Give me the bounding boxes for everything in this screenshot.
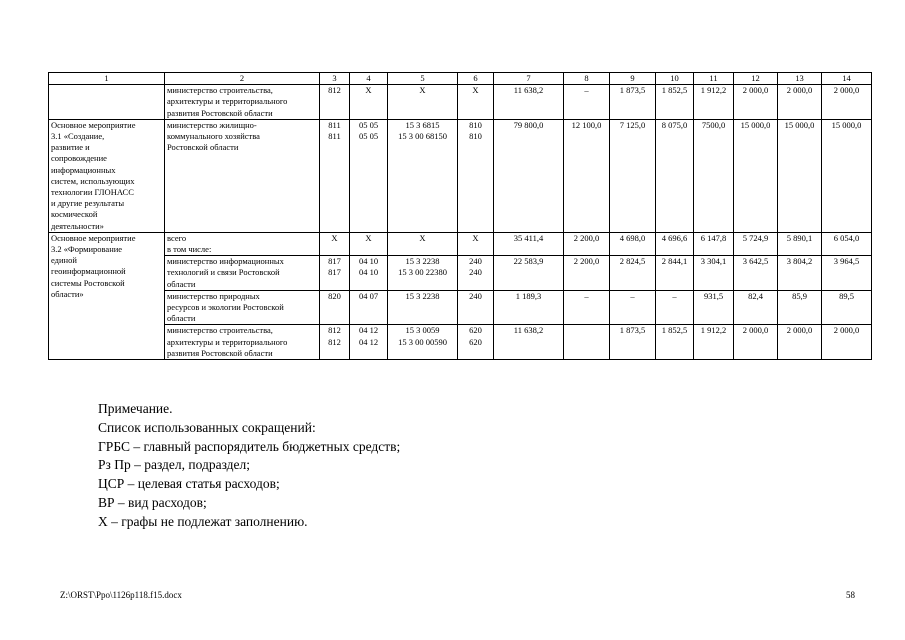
note-line: ВР – вид расходов; [98, 494, 207, 510]
value-cell: 2 000,0 [822, 325, 872, 360]
value-cell: 12 100,0 [564, 119, 610, 232]
value-cell: 3 804,2 [778, 256, 822, 291]
value-cell: 2 000,0 [734, 85, 778, 120]
budget-table [48, 72, 872, 360]
column-number: 3 [320, 73, 350, 85]
value-cell: 3 964,5 [822, 256, 872, 291]
value-cell: – [564, 290, 610, 325]
value-cell: 35 411,4 [494, 232, 564, 255]
csr-cell: 15 3 0059 15 3 00 00590 [388, 325, 458, 360]
abbreviations-note [98, 400, 400, 532]
note-title: Примечание. [98, 401, 173, 416]
value-cell: 2 200,0 [564, 232, 610, 255]
vr-cell: Х [458, 85, 494, 120]
value-cell: – [610, 290, 656, 325]
vr-cell: Х [458, 232, 494, 255]
value-cell: 5 724,9 [734, 232, 778, 255]
column-number: 7 [494, 73, 564, 85]
value-cell: 2 000,0 [778, 85, 822, 120]
value-cell: 1 873,5 [610, 325, 656, 360]
rzpr-cell: 04 10 04 10 [350, 256, 388, 291]
column-number: 5 [388, 73, 458, 85]
note-line: Х – графы не подлежат заполнению. [98, 513, 308, 529]
table-row [49, 119, 872, 232]
value-cell: 2 000,0 [822, 85, 872, 120]
note-line: ЦСР – целевая статья расходов; [98, 476, 280, 492]
column-number: 13 [778, 73, 822, 85]
vr-cell: 240 240 [458, 256, 494, 291]
note-line: Список использованных сокращений: [98, 419, 316, 435]
column-number: 9 [610, 73, 656, 85]
value-cell: 6 054,0 [822, 232, 872, 255]
column-number: 11 [694, 73, 734, 85]
grbs-cell: министерство строительства, архитектуры и территориального развития Ростовской области [165, 85, 320, 120]
value-cell: 4 698,0 [610, 232, 656, 255]
table-header-row [49, 73, 872, 85]
csr-cell: 15 3 6815 15 3 00 68150 [388, 119, 458, 232]
table-row [49, 290, 872, 325]
column-number: 12 [734, 73, 778, 85]
grbs-cell: всего в том числе: [165, 232, 320, 255]
csr-cell: Х [388, 85, 458, 120]
grbs-cell: министерство природных ресурсов и экологии Ростовской области [165, 290, 320, 325]
vr-cell: 810 810 [458, 119, 494, 232]
event-name-cell: Основное мероприятие 3.1 «Создание, развитие и сопровождение информационных систем, использующих технологии ГЛОНАСС и другие результаты космической деятельности» [49, 119, 165, 232]
value-cell: 3 642,5 [734, 256, 778, 291]
value-cell: 2 200,0 [564, 256, 610, 291]
value-cell: 89,5 [822, 290, 872, 325]
grbs-cell: министерство строительства, архитектуры и территориального развития Ростовской области [165, 325, 320, 360]
table-row [49, 232, 872, 255]
csr-cell: Х [388, 232, 458, 255]
note-line: ГРБС – главный распорядитель бюджетных средств; [98, 438, 401, 454]
grbs-code-cell: 820 [320, 290, 350, 325]
page-number: 58 [846, 590, 855, 600]
vr-cell: 240 [458, 290, 494, 325]
event-name-cell: Основное мероприятие 3.2 «Формирование единой геоинформационной системы Ростовской области» [49, 232, 165, 359]
event-name-cell [49, 85, 165, 120]
value-cell: – [656, 290, 694, 325]
rzpr-cell: 04 12 04 12 [350, 325, 388, 360]
column-number: 8 [564, 73, 610, 85]
column-number: 10 [656, 73, 694, 85]
value-cell: 1 912,2 [694, 325, 734, 360]
vr-cell: 620 620 [458, 325, 494, 360]
grbs-code-cell: Х [320, 232, 350, 255]
value-cell: 2 000,0 [734, 325, 778, 360]
grbs-code-cell: 817 817 [320, 256, 350, 291]
value-cell: 5 890,1 [778, 232, 822, 255]
value-cell: 1 912,2 [694, 85, 734, 120]
value-cell: 1 189,3 [494, 290, 564, 325]
value-cell: 3 304,1 [694, 256, 734, 291]
column-number: 6 [458, 73, 494, 85]
value-cell: 79 800,0 [494, 119, 564, 232]
column-number: 1 [49, 73, 165, 85]
value-cell: 11 638,2 [494, 325, 564, 360]
value-cell: 7 125,0 [610, 119, 656, 232]
value-cell: 7500,0 [694, 119, 734, 232]
rzpr-cell: Х [350, 232, 388, 255]
value-cell: 6 147,8 [694, 232, 734, 255]
value-cell: 82,4 [734, 290, 778, 325]
rzpr-cell: 05 05 05 05 [350, 119, 388, 232]
value-cell [564, 325, 610, 360]
column-number: 14 [822, 73, 872, 85]
table-row [49, 256, 872, 291]
grbs-cell: министерство информационных технологий и связи Ростовской области [165, 256, 320, 291]
csr-cell: 15 3 2238 15 3 00 22380 [388, 256, 458, 291]
value-cell: 8 075,0 [656, 119, 694, 232]
rzpr-cell: Х [350, 85, 388, 120]
grbs-cell: министерство жилищно- коммунального хозяйства Ростовской области [165, 119, 320, 232]
value-cell: 2 824,5 [610, 256, 656, 291]
value-cell: 4 696,6 [656, 232, 694, 255]
grbs-code-cell: 812 [320, 85, 350, 120]
value-cell: 1 873,5 [610, 85, 656, 120]
footer-file-path: Z:\ORST\Ppo\1126p118.f15.docx [60, 590, 182, 600]
column-number: 2 [165, 73, 320, 85]
value-cell: 11 638,2 [494, 85, 564, 120]
value-cell: 22 583,9 [494, 256, 564, 291]
value-cell: 85,9 [778, 290, 822, 325]
column-number: 4 [350, 73, 388, 85]
table-row [49, 85, 872, 120]
value-cell: 2 844,1 [656, 256, 694, 291]
note-line: Рз Пр – раздел, подраздел; [98, 457, 251, 473]
value-cell: 15 000,0 [778, 119, 822, 232]
value-cell: 1 852,5 [656, 325, 694, 360]
value-cell: 1 852,5 [656, 85, 694, 120]
csr-cell: 15 3 2238 [388, 290, 458, 325]
rzpr-cell: 04 07 [350, 290, 388, 325]
value-cell: – [564, 85, 610, 120]
value-cell: 15 000,0 [734, 119, 778, 232]
table-row [49, 325, 872, 360]
value-cell: 931,5 [694, 290, 734, 325]
value-cell: 2 000,0 [778, 325, 822, 360]
grbs-code-cell: 811 811 [320, 119, 350, 232]
value-cell: 15 000,0 [822, 119, 872, 232]
grbs-code-cell: 812 812 [320, 325, 350, 360]
